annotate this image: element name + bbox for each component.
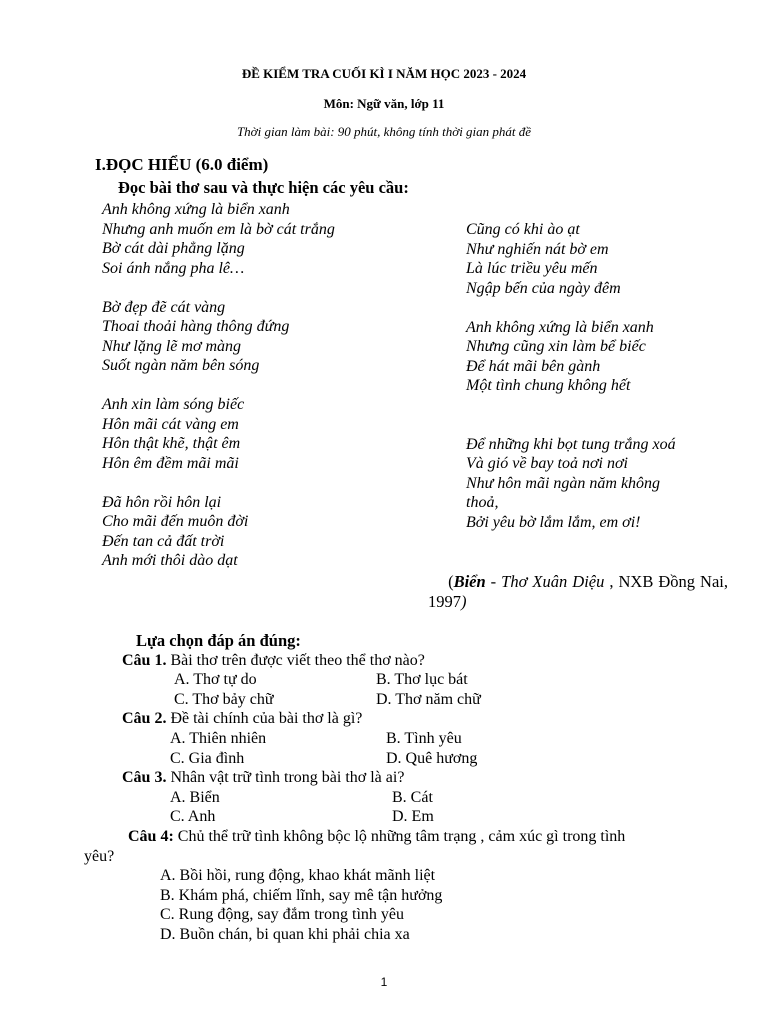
poem-line: Để những khi bọt tung trắng xoá <box>466 435 676 453</box>
citation-title: Biển <box>453 572 486 591</box>
question-text: Nhân vật trữ tình trong bài thơ là ai? <box>166 769 405 786</box>
poem-line: Như nghiến nát bờ em <box>466 240 609 258</box>
answer-option[interactable]: A. Biển <box>170 789 220 806</box>
answer-option[interactable]: D. Thơ năm chữ <box>376 691 481 708</box>
poem-line: Soi ánh nắng pha lê… <box>102 259 245 277</box>
poem-line: Như hôn mãi ngàn năm không <box>466 474 661 492</box>
poem-line: Thoai thoải hàng thông đứng <box>102 318 290 335</box>
answer-option[interactable]: A. Thiên nhiên <box>170 730 267 747</box>
exam-time: Thời gian làm bài: 90 phút, không tính thời gian phát đề <box>236 124 532 139</box>
question-label: Câu 1. <box>122 652 167 669</box>
poem-line: Ngập bến của ngày đêm <box>466 279 621 297</box>
exam-title: ĐỀ KIỂM TRA CUỐI KÌ I NĂM HỌC 2023 - 2024 <box>241 66 527 81</box>
poem-citation <box>428 572 728 612</box>
poem-line <box>466 396 676 416</box>
poem-line: Nhưng cũng xin làm bể biếc <box>466 338 646 355</box>
answer-option[interactable]: B. Cát <box>392 789 433 806</box>
poem-line <box>466 415 676 435</box>
answer-option[interactable]: A. Thơ tự do <box>174 671 257 688</box>
poem-left-column <box>102 200 335 571</box>
section-title: I.ĐỌC HIỂU (6.0 điểm) <box>95 155 269 174</box>
answer-option[interactable]: C. Thơ bảy chữ <box>174 691 274 708</box>
answer-option[interactable]: B. Thơ lục bát <box>376 671 468 688</box>
poem-line <box>102 278 335 298</box>
question-label: Câu 4: <box>128 828 174 845</box>
poem-line: Suốt ngàn năm bên sóng <box>102 357 260 374</box>
poem-line: Hôn êm đềm mãi mãi <box>102 454 239 472</box>
poem-line: Như lặng lẽ mơ màng <box>102 337 242 355</box>
poem-line: Đã hôn rồi hôn lại <box>102 493 222 511</box>
answer-option[interactable]: D. Quê hương <box>386 750 478 767</box>
poem-line: Là lúc triều yêu mến <box>466 260 598 277</box>
section-instruction: Đọc bài thơ sau và thực hiện các yêu cầu: <box>118 178 409 197</box>
poem-line: Cũng có khi ào ạt <box>466 221 580 238</box>
poem-line: Để hát mãi bên gành <box>466 357 601 375</box>
answer-option[interactable]: D. Em <box>392 808 434 825</box>
poem-line <box>466 298 676 318</box>
answer-option[interactable]: B. Tình yêu <box>386 730 462 747</box>
question-text: Bài thơ trên được viết theo thể thơ nào? <box>166 652 425 669</box>
question-4 <box>128 828 625 846</box>
question-text: Đề tài chính của bài thơ là gì? <box>166 710 363 727</box>
answer-option[interactable]: D. Buồn chán, bi quan khi phải chia xa <box>160 926 410 943</box>
poem-line: Một tình chung không hết <box>466 377 631 394</box>
poem-line: Cho mãi đến muôn đời <box>102 513 249 530</box>
question-label: Câu 2. <box>122 710 167 727</box>
poem-line: Anh không xứng là biển xanh <box>102 201 290 218</box>
poem-line <box>102 473 335 493</box>
answer-option[interactable]: C. Anh <box>170 808 216 825</box>
poem-line: Hôn thật khẽ, thật êm <box>102 435 241 452</box>
answer-option[interactable]: B. Khám phá, chiếm lĩnh, say mê tận hưởng <box>160 887 443 904</box>
poem-line: Bởi yêu bờ lắm lắm, em ơi! <box>466 513 641 531</box>
question-label: Câu 3. <box>122 769 167 786</box>
question-text: Chủ thể trữ tình không bộc lộ những tâm trạng , cảm xúc gì trong tình <box>173 828 626 845</box>
poem-line: Anh xin làm sóng biếc <box>102 396 245 413</box>
answer-option[interactable]: A. Bồi hồi, rung động, khao khát mãnh liệt <box>160 867 436 884</box>
answer-option[interactable]: C. Rung động, say đắm trong tình yêu <box>160 906 404 923</box>
poem-line: Anh mới thôi dào dạt <box>102 552 238 569</box>
poem-line: Bờ cát dài phẳng lặng <box>102 240 245 257</box>
poem-line: Nhưng anh muốn em là bờ cát trắng <box>102 220 335 238</box>
question-text-continued: yêu? <box>84 848 115 865</box>
question-3 <box>122 769 404 787</box>
poem-line: Đến tan cả đất trời <box>102 532 225 550</box>
citation-close: ) <box>461 592 467 611</box>
question-2 <box>122 710 362 728</box>
question-1 <box>122 652 425 670</box>
page-number: 1 <box>380 975 388 989</box>
choose-label: Lựa chọn đáp án đúng: <box>136 631 301 650</box>
poem-right-column <box>466 220 676 532</box>
answer-option[interactable]: C. Gia đình <box>170 750 245 767</box>
exam-subject: Môn: Ngữ văn, lớp 11 <box>323 96 445 111</box>
citation-author: - Thơ Xuân Diệu <box>485 572 605 591</box>
poem-line: thoả, <box>466 494 499 511</box>
poem-line <box>102 376 335 396</box>
poem-line: Và gió về bay toả nơi nơi <box>466 455 628 472</box>
poem-line: Bờ đẹp đẽ cát vàng <box>102 298 226 316</box>
poem-line: Hôn mãi cát vàng em <box>102 415 239 433</box>
poem-line: Anh không xứng là biển xanh <box>466 318 654 336</box>
citation-publisher: , NXB Đồng Nai, 1997 <box>428 572 728 611</box>
citation-open: ( <box>448 572 454 591</box>
